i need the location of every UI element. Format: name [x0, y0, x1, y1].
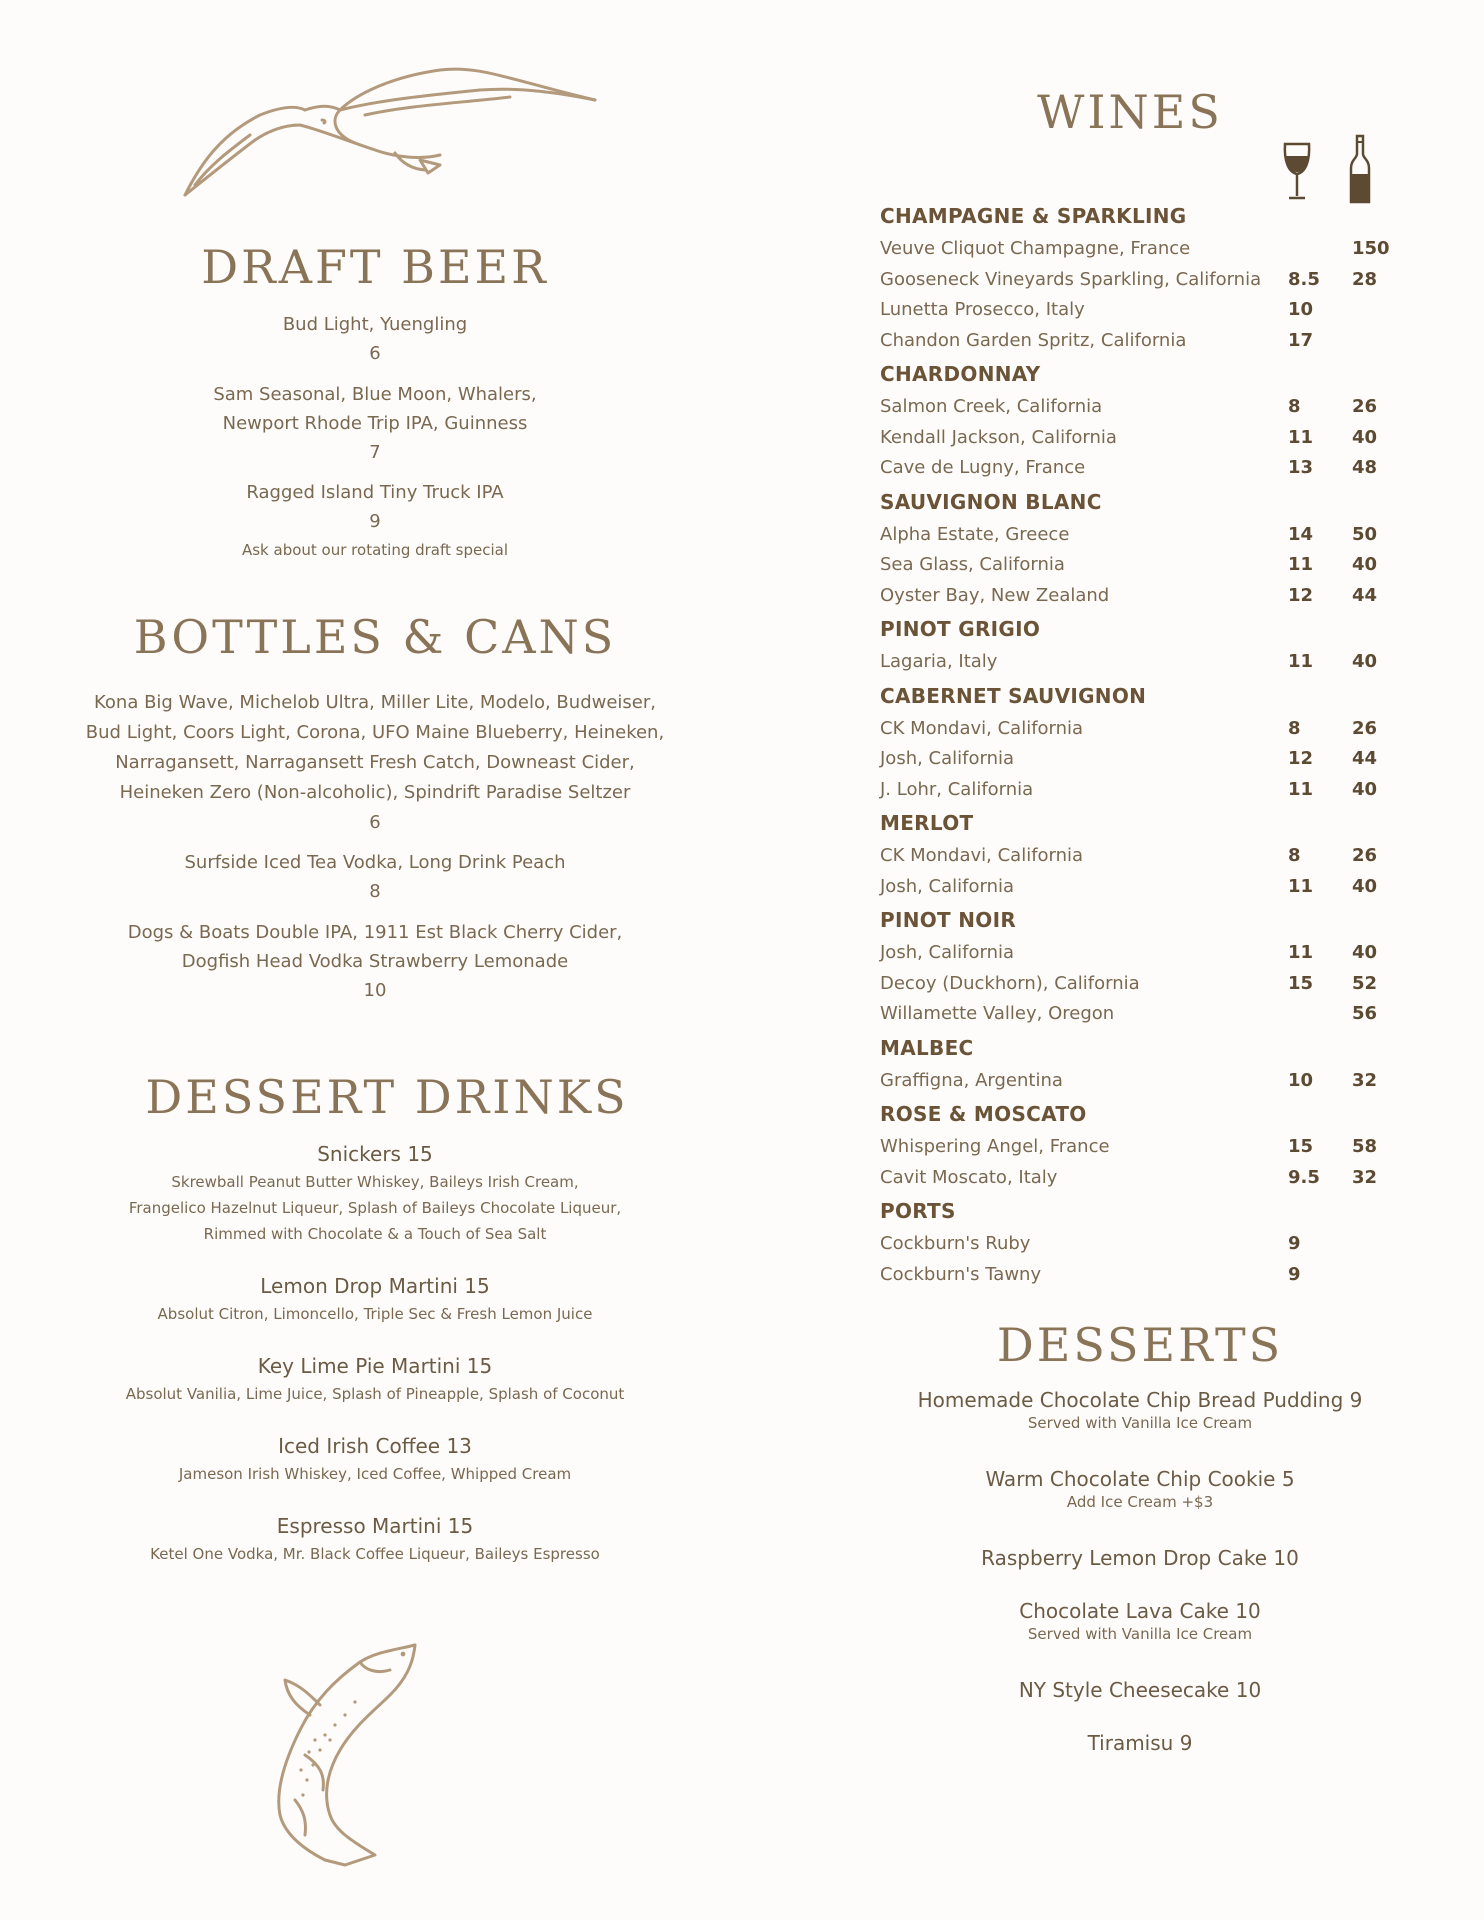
dessert-drink-key-lime — [75, 1352, 675, 1407]
wine-name: J. Lohr, California — [880, 778, 1034, 800]
wine-row — [880, 1167, 1420, 1197]
wine-bottle-price: 52 — [1352, 972, 1378, 994]
wine-bottle-icon — [1348, 134, 1372, 206]
wine-glass-price: 10 — [1288, 1069, 1314, 1091]
wine-bottle-price: 32 — [1352, 1069, 1378, 1091]
draft-beer-items: Newport Rhode Trip IPA, Guinness — [222, 413, 528, 434]
dessert-note: Served with Vanilla Ice Cream — [1027, 1625, 1253, 1643]
dessert-title: Raspberry Lemon Drop Cake 10 — [981, 1546, 1299, 1570]
draft-beer-price: 9 — [369, 511, 381, 532]
wine-name: Cockburn's Ruby — [880, 1233, 1031, 1254]
dessert-drink-title: Snickers 15 — [317, 1142, 433, 1166]
wine-glass-price: 8 — [1288, 396, 1301, 417]
dessert-drink-title: Iced Irish Coffee 13 — [278, 1434, 472, 1458]
wine-name: Oyster Bay, New Zealand — [880, 584, 1110, 606]
wine-name: Cave de Lugny, France — [880, 457, 1086, 478]
bottles-items: Heineken Zero (Non-alcoholic), Spindrift Paradise Seltzer — [119, 782, 631, 803]
bottles-price: 8 — [369, 881, 381, 902]
dessert-title: Homemade Chocolate Chip Bread Pudding 9 — [917, 1388, 1363, 1412]
wine-category-heading: ROSE & MOSCATO — [880, 1102, 1087, 1126]
wine-row — [880, 396, 1420, 426]
dessert-note: Served with Vanilla Ice Cream — [1027, 1414, 1253, 1432]
wine-category-heading: MALBEC — [880, 1035, 974, 1060]
wine-row — [880, 651, 1420, 681]
bottles-price: 6 — [369, 812, 381, 833]
wine-row — [880, 457, 1420, 487]
wine-glass-price: 11 — [1288, 875, 1314, 897]
bottles-group-2 — [75, 848, 675, 906]
wine-row — [880, 238, 1420, 268]
wine-category-heading: CHAMPAGNE & SPARKLING — [880, 204, 1187, 228]
wine-category-heading: PINOT NOIR — [880, 908, 1017, 932]
wine-name: Cavit Moscato, Italy — [880, 1166, 1058, 1188]
wine-row — [880, 524, 1420, 554]
dessert-item — [870, 1599, 1410, 1643]
bottles-cans-heading: BOTTLES & CANS — [133, 610, 617, 664]
wine-category-heading: PINOT GRIGIO — [880, 617, 1041, 641]
wine-name: Willamette Valley, Oregon — [880, 1003, 1115, 1024]
draft-beer-items: Ragged Island Tiny Truck IPA — [246, 482, 504, 503]
wine-name: Chandon Garden Spritz, California — [880, 329, 1187, 351]
dessert-title: Chocolate Lava Cake 10 — [1019, 1599, 1261, 1623]
wine-category-heading: MERLOT — [880, 811, 974, 835]
bottles-items: Dogfish Head Vodka Strawberry Lemonade — [181, 951, 569, 972]
fish-icon — [265, 1640, 425, 1870]
dessert-drink-lemon-drop — [75, 1272, 675, 1327]
wine-glass-price: 12 — [1288, 584, 1314, 606]
wine-bottle-price: 58 — [1352, 1136, 1378, 1157]
wine-glass-price: 11 — [1288, 426, 1314, 448]
wine-bottle-price: 40 — [1352, 942, 1378, 963]
wine-name: Decoy (Duckhorn), California — [880, 972, 1140, 994]
draft-beer-price: 6 — [369, 343, 381, 364]
dessert-drink-title: Key Lime Pie Martini 15 — [257, 1354, 493, 1378]
wine-glass-price: 15 — [1288, 1136, 1314, 1157]
bottles-items: Kona Big Wave, Michelob Ultra, Miller Lite, Modelo, Budweiser, — [94, 692, 656, 713]
wine-glass-price: 11 — [1288, 778, 1314, 800]
wine-name: CK Mondavi, California — [880, 845, 1084, 866]
wine-bottle-price: 26 — [1352, 845, 1378, 866]
wine-glass-price: 8 — [1288, 717, 1301, 739]
dessert-drink-title: Lemon Drop Martini 15 — [260, 1274, 490, 1298]
wine-glass-price: 13 — [1288, 457, 1314, 478]
wine-name: Graffigna, Argentina — [880, 1069, 1063, 1091]
wine-row — [880, 299, 1420, 329]
wine-bottle-price: 40 — [1352, 554, 1378, 575]
wine-glass-price: 9 — [1288, 1263, 1301, 1285]
bottles-items: Bud Light, Coors Light, Corona, UFO Maine Blueberry, Heineken, — [85, 722, 665, 743]
wine-bottle-price: 28 — [1352, 268, 1378, 290]
wine-bottle-price: 40 — [1352, 426, 1378, 448]
wine-row — [880, 1003, 1420, 1033]
wine-name: Cockburn's Tawny — [880, 1263, 1042, 1285]
wine-bottle-price: 26 — [1352, 717, 1378, 739]
desserts-heading: DESSERTS — [996, 1318, 1284, 1372]
wine-name: Josh, California — [880, 748, 1015, 769]
bottles-group-3 — [75, 918, 675, 1005]
draft-special-note: Ask about our rotating draft special — [241, 541, 508, 559]
wine-row — [880, 1070, 1420, 1100]
wine-row — [880, 1233, 1420, 1263]
bottles-items: Dogs & Boats Double IPA, 1911 Est Black Cherry Cider, — [127, 922, 623, 943]
wine-row — [880, 973, 1420, 1003]
wines-heading: WINES — [1037, 85, 1223, 139]
wine-name: Salmon Creek, California — [880, 396, 1103, 417]
dessert-drink-desc: Absolut Citron, Limoncello, Triple Sec & Fresh Lemon Juice — [157, 1305, 593, 1323]
wine-name: Kendall Jackson, California — [880, 426, 1117, 448]
wine-row — [880, 748, 1420, 778]
dessert-drink-desc: Frangelico Hazelnut Liqueur, Splash of Baileys Chocolate Liqueur, — [128, 1199, 622, 1217]
dessert-item — [870, 1731, 1410, 1755]
wine-glass-price: 11 — [1288, 554, 1314, 575]
dessert-drinks-heading: DESSERT DRINKS — [145, 1070, 629, 1124]
wine-name: Josh, California — [880, 942, 1015, 963]
wine-bottle-price: 44 — [1352, 748, 1378, 769]
dessert-title: Warm Chocolate Chip Cookie 5 — [985, 1467, 1295, 1491]
wine-row — [880, 330, 1420, 360]
wine-name: Lagaria, Italy — [880, 651, 998, 672]
wine-row — [880, 942, 1420, 972]
wine-name: CK Mondavi, California — [880, 717, 1084, 739]
draft-beer-group-2 — [75, 380, 675, 467]
wine-row — [880, 1264, 1420, 1294]
dessert-item — [870, 1546, 1410, 1570]
dessert-drink-desc: Jameson Irish Whiskey, Iced Coffee, Whipped Cream — [178, 1465, 572, 1483]
wine-bottle-price: 50 — [1352, 523, 1378, 545]
draft-beer-price: 7 — [369, 442, 381, 463]
dessert-item — [870, 1388, 1410, 1432]
wine-bottle-price: 40 — [1352, 778, 1378, 800]
wine-row — [880, 779, 1420, 809]
wine-glass-price: 15 — [1288, 972, 1314, 994]
dessert-drink-iced-irish — [75, 1432, 675, 1487]
dessert-note: Add Ice Cream +$3 — [1066, 1493, 1214, 1511]
wine-glass-price: 11 — [1288, 651, 1314, 672]
wine-glass-price: 14 — [1288, 523, 1314, 545]
draft-beer-items: Sam Seasonal, Blue Moon, Whalers, — [213, 384, 537, 405]
dessert-title: NY Style Cheesecake 10 — [1018, 1678, 1262, 1702]
wine-row — [880, 718, 1420, 748]
wine-row — [880, 427, 1420, 457]
draft-beer-group-3 — [75, 478, 675, 565]
wine-name: Josh, California — [880, 875, 1015, 897]
wine-bottle-price: 44 — [1352, 584, 1378, 606]
wine-name: Sea Glass, California — [880, 554, 1065, 575]
wine-name: Whispering Angel, France — [880, 1136, 1110, 1157]
wine-bottle-price: 40 — [1352, 651, 1378, 672]
wine-row — [880, 585, 1420, 615]
wine-category-heading: CHARDONNAY — [880, 362, 1041, 386]
dessert-drink-desc: Skrewball Peanut Butter Whiskey, Baileys Irish Cream, — [171, 1173, 579, 1191]
wine-glass-price: 10 — [1288, 299, 1314, 320]
wine-category-heading: CABERNET SAUVIGNON — [880, 683, 1147, 708]
wine-category-heading: SAUVIGNON BLANC — [880, 489, 1102, 514]
dessert-drink-snickers — [75, 1140, 675, 1247]
wine-row — [880, 269, 1420, 299]
wine-row — [880, 554, 1420, 584]
draft-beer-group-1 — [75, 310, 675, 368]
wine-list — [880, 204, 1420, 1285]
wine-row — [880, 845, 1420, 875]
bottles-price: 10 — [363, 980, 387, 1001]
wine-bottle-price: 150 — [1352, 238, 1390, 259]
wine-bottle-price: 48 — [1352, 457, 1378, 478]
wine-bottle-price: 56 — [1352, 1003, 1378, 1024]
dessert-drink-espresso — [75, 1512, 675, 1567]
wine-category-heading: PORTS — [880, 1199, 956, 1223]
wine-bottle-price: 26 — [1352, 396, 1378, 417]
wine-glass-price: 12 — [1288, 748, 1314, 769]
dessert-drink-desc: Ketel One Vodka, Mr. Black Coffee Liqueur, Baileys Espresso — [150, 1545, 600, 1563]
wine-glass-price: 11 — [1288, 942, 1314, 963]
draft-beer-heading: DRAFT BEER — [201, 240, 549, 294]
wine-glass-icon — [1282, 140, 1312, 202]
dessert-title: Tiramisu 9 — [1087, 1731, 1193, 1755]
dessert-drink-desc: Rimmed with Chocolate & a Touch of Sea Salt — [203, 1225, 547, 1243]
wine-glass-price: 8 — [1288, 845, 1301, 866]
dessert-drink-title: Espresso Martini 15 — [276, 1514, 474, 1538]
wine-name: Alpha Estate, Greece — [880, 523, 1070, 545]
wine-row — [880, 876, 1420, 906]
dessert-item — [870, 1467, 1410, 1511]
wine-glass-price: 8.5 — [1288, 268, 1320, 290]
bottles-items: Surfside Iced Tea Vodka, Long Drink Peach — [184, 852, 566, 873]
wine-glass-price: 9.5 — [1288, 1166, 1320, 1188]
dessert-list — [870, 1388, 1410, 1808]
wine-glass-price: 17 — [1288, 329, 1314, 351]
wine-glass-price: 9 — [1288, 1233, 1301, 1254]
dessert-item — [870, 1678, 1410, 1702]
bottles-group-1 — [75, 688, 675, 838]
wine-bottle-price: 32 — [1352, 1166, 1378, 1188]
dessert-drink-desc: Absolut Vanilia, Lime Juice, Splash of Pineapple, Splash of Coconut — [125, 1385, 625, 1403]
wine-bottle-price: 40 — [1352, 875, 1378, 897]
wine-row — [880, 1136, 1420, 1166]
wine-name: Gooseneck Vineyards Sparkling, California — [880, 268, 1262, 290]
draft-beer-items: Bud Light, Yuengling — [282, 314, 468, 335]
wine-name: Veuve Cliquot Champagne, France — [880, 238, 1191, 259]
wine-name: Lunetta Prosecco, Italy — [880, 299, 1085, 320]
bottles-items: Narragansett, Narragansett Fresh Catch, Downeast Cider, — [115, 752, 635, 773]
seagull-icon — [180, 65, 600, 205]
